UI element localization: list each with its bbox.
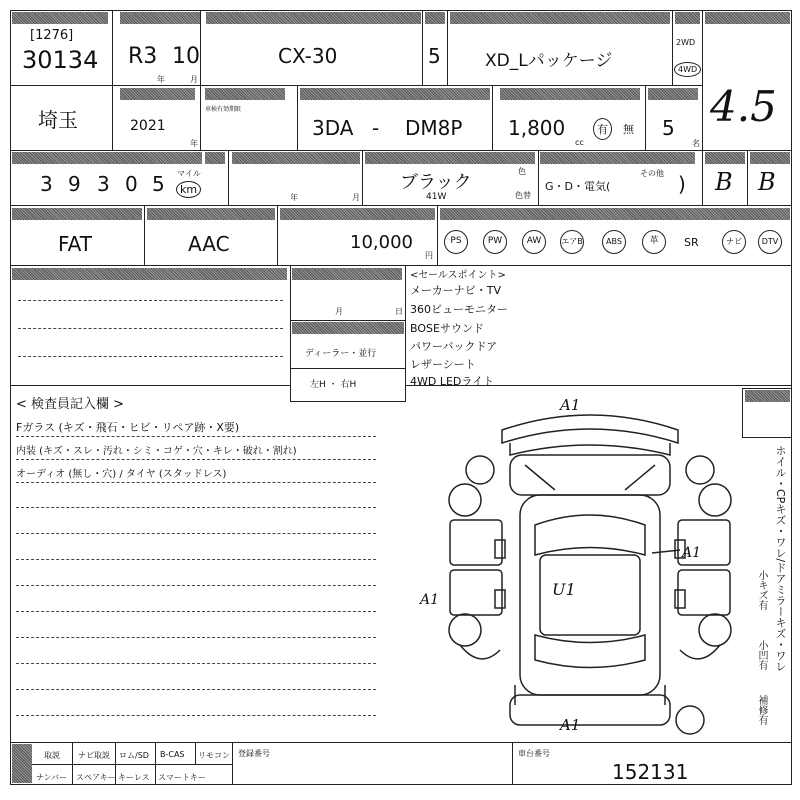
inspector-line-audio: オーディオ (無し・穴) / タイヤ (スタッドレス) xyxy=(16,469,227,480)
option-yes: 有 xyxy=(593,118,612,140)
entry-number: 30134 xyxy=(22,46,99,74)
equip-ps: PS xyxy=(444,230,468,254)
footer-rom-sd: ロム/SD xyxy=(119,751,149,760)
color-code: 41W xyxy=(426,192,447,202)
inspector-heading: < 検査員記入欄 > xyxy=(16,397,125,412)
mileage-digit-4: 0 xyxy=(125,172,138,196)
seat-unit: 名 xyxy=(692,139,700,148)
reg-day-label: 日 xyxy=(395,307,403,316)
equip-pw: PW xyxy=(483,230,507,254)
color-label: 色 xyxy=(518,167,526,176)
grade-name: XD_Lパッケージ xyxy=(485,51,613,71)
displacement-unit: cc xyxy=(575,138,584,147)
chassis-number: 152131 xyxy=(612,760,689,784)
drive-2wd: 2WD xyxy=(676,38,696,47)
equip-airbag: エアB xyxy=(560,230,584,254)
footer-manual: 取説 xyxy=(44,751,60,760)
mileage-month-label: 月 xyxy=(352,193,360,202)
door-count: 5 xyxy=(428,44,441,68)
side-note-repaired: 補修有 xyxy=(756,695,767,725)
damage-roof: U1 xyxy=(552,580,576,599)
year-unit: 年 xyxy=(157,75,165,84)
side-note-small-scratch: 小キズ有 xyxy=(756,570,767,610)
side-note-legend: ホイル・CPキズ・ワレ/ドアミラーキズ・ワレ xyxy=(774,445,787,673)
model-year: 2021 xyxy=(130,118,166,134)
inspection-year-unit: 年 xyxy=(190,139,198,148)
month-unit: 月 xyxy=(190,75,198,84)
shift-type: FAT xyxy=(58,232,93,256)
damage-left: A1 xyxy=(420,592,440,608)
side-note-small-dent: 小凹有 xyxy=(756,640,767,670)
fuel-close: ) xyxy=(678,172,686,196)
footer-remote: リモコン xyxy=(198,751,230,760)
reg-month: 10 xyxy=(172,44,200,69)
footer-smart-key: スマートキー xyxy=(158,773,206,782)
equip-dtv: DTV xyxy=(758,230,782,254)
footer-keyless: キーレス xyxy=(118,773,150,782)
inspector-line-glass: Fガラス (キズ・飛石・ヒビ・リペア跡・X要) xyxy=(16,421,240,434)
auction-score: 4.5 xyxy=(710,82,777,131)
footer-plate: ナンバー xyxy=(36,773,68,782)
color-change-label: 色替 xyxy=(515,191,531,200)
inspector-line-interior: 内装 (キズ・スレ・汚れ・シミ・コゲ・穴・キレ・破れ・割れ) xyxy=(16,446,297,457)
lot-number: [1276] xyxy=(30,28,74,43)
mileage-unit-mile: マイル xyxy=(177,169,201,178)
damage-rear: A1 xyxy=(560,716,581,734)
model-code-prefix: 3DA xyxy=(312,116,354,140)
sales-point-3: BOSEサウンド xyxy=(410,322,484,335)
footer-spare-key: スペアキー xyxy=(76,773,116,782)
car-damage-diagram xyxy=(440,395,740,740)
drive-4wd: 4WD xyxy=(674,62,701,77)
footer-navi-manual: ナビ取説 xyxy=(78,751,110,760)
sales-point-2: 360ビューモニター xyxy=(410,303,508,316)
sales-point-1: メーカーナビ・TV xyxy=(410,284,502,297)
sales-point-5: レザーシート xyxy=(410,358,476,371)
import-type: ディーラー・並行 xyxy=(305,349,377,359)
footer-chassis-label: 車台番号 xyxy=(518,749,550,758)
reg-month-label: 月 xyxy=(335,307,343,316)
equip-leather: 革 xyxy=(642,230,666,254)
exterior-grade: B xyxy=(758,168,776,196)
aircon-type: AAC xyxy=(188,232,230,256)
color-name: ブラック xyxy=(400,172,472,193)
model-code-dash: - xyxy=(372,116,380,140)
footer-bcas: B-CAS xyxy=(160,750,185,759)
mileage-digit-1: 3 xyxy=(40,172,53,196)
damage-right: A1 xyxy=(682,545,702,561)
footer-reg-label: 登録番号 xyxy=(238,749,270,758)
equip-aw: AW xyxy=(522,230,546,254)
interior-grade: B xyxy=(715,168,733,196)
steering-side: 左H ・ 右H xyxy=(310,380,357,390)
mileage-digit-3: 3 xyxy=(97,172,110,196)
equip-sr: SR xyxy=(684,236,699,249)
damage-front: A1 xyxy=(560,396,581,414)
fuel-other: その他 xyxy=(640,169,664,178)
sales-point-6: 4WD LEDライト xyxy=(410,375,495,388)
era-year: R3 xyxy=(128,44,158,69)
mileage-unit-km: km xyxy=(176,181,201,198)
recycle-unit: 円 xyxy=(425,251,433,260)
fuel-type: G・D・電気( xyxy=(545,180,611,193)
mileage-year-label: 年 xyxy=(290,193,298,202)
model-code: DM8P xyxy=(405,116,463,140)
mileage-digit-2: 9 xyxy=(68,172,81,196)
displacement: 1,800 xyxy=(508,116,566,140)
option-no: 無 xyxy=(623,123,634,136)
mileage-digit-5: 5 xyxy=(152,172,165,196)
model-name: CX-30 xyxy=(278,44,338,68)
seat-count: 5 xyxy=(662,116,675,140)
equip-abs: ABS xyxy=(602,230,626,254)
sales-point-4: パワーバックドア xyxy=(410,340,498,353)
region: 埼玉 xyxy=(38,108,78,132)
inspection-label: 車検有効期限 xyxy=(205,106,242,113)
equip-navi: ナビ xyxy=(722,230,746,254)
recycle-fee: 10,000 xyxy=(350,232,413,253)
sales-points-heading: <セールスポイント> xyxy=(410,270,506,281)
